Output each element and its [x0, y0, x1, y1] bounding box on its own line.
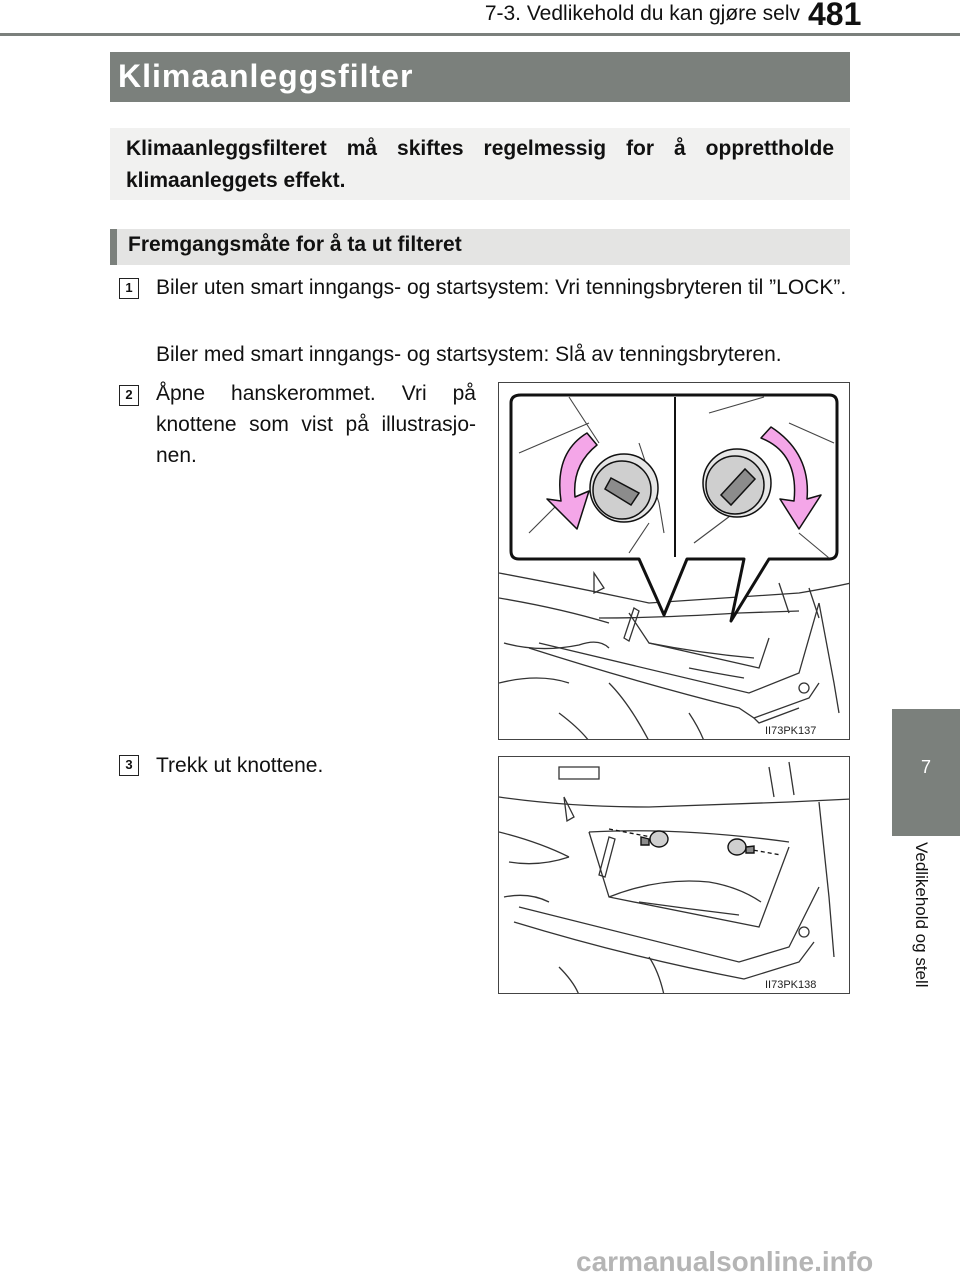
section-title-bar [110, 52, 850, 102]
figure-code-138: II73PK138 [765, 979, 817, 991]
pulled-knob-right [728, 839, 754, 855]
watermark: carmanualsonline.info [576, 1246, 874, 1277]
header-rule [0, 33, 960, 36]
left-knob [590, 454, 658, 522]
step-1-text-a: Biler uten smart inngangs- og startsystem: Vri tenningsbryteren til ”LOCK”. [156, 276, 847, 299]
glovebox-pull-illustration [499, 757, 850, 994]
step-2-text: Åpne hanskerommet. Vri på knottene som vist på illustrasjo-nen. [156, 382, 476, 467]
step-1-number: 1 [119, 278, 139, 299]
chapter-label-box [911, 842, 935, 992]
step-1-text-b: Biler med smart inngangs- og startsystem: Slå av tenningsbryteren. [156, 343, 782, 366]
chapter-label: Vedlikehold og stell [912, 842, 931, 988]
step-3-text: Trekk ut knottene. [156, 754, 324, 777]
chapter-tab [892, 709, 960, 836]
procedure-heading-bar [110, 229, 850, 265]
figure-glovebox-pull-knobs [498, 756, 850, 994]
section-title: Klimaanleggsfilter [118, 58, 414, 94]
figure-glovebox-knobs [498, 382, 850, 740]
right-knob [703, 449, 771, 517]
step-2-number: 2 [119, 385, 139, 406]
step-3-number: 3 [119, 755, 139, 776]
pulled-knob-left [641, 831, 668, 847]
chapter-number: 7 [920, 757, 931, 777]
procedure-heading: Fremgangsmåte for å ta ut filteret [128, 233, 462, 256]
figure-code-137: II73PK137 [765, 725, 817, 737]
header-section-title: 7-3. Vedlikehold du kan gjøre selv [484, 2, 800, 25]
intro-box [110, 128, 850, 200]
intro-text: Klimaanleggsfilteret må skiftes regelmessig for å opprettholde klimaanleggets effekt. [126, 137, 834, 192]
glovebox-knobs-illustration [499, 383, 850, 740]
page-number: 481 [808, 0, 862, 32]
